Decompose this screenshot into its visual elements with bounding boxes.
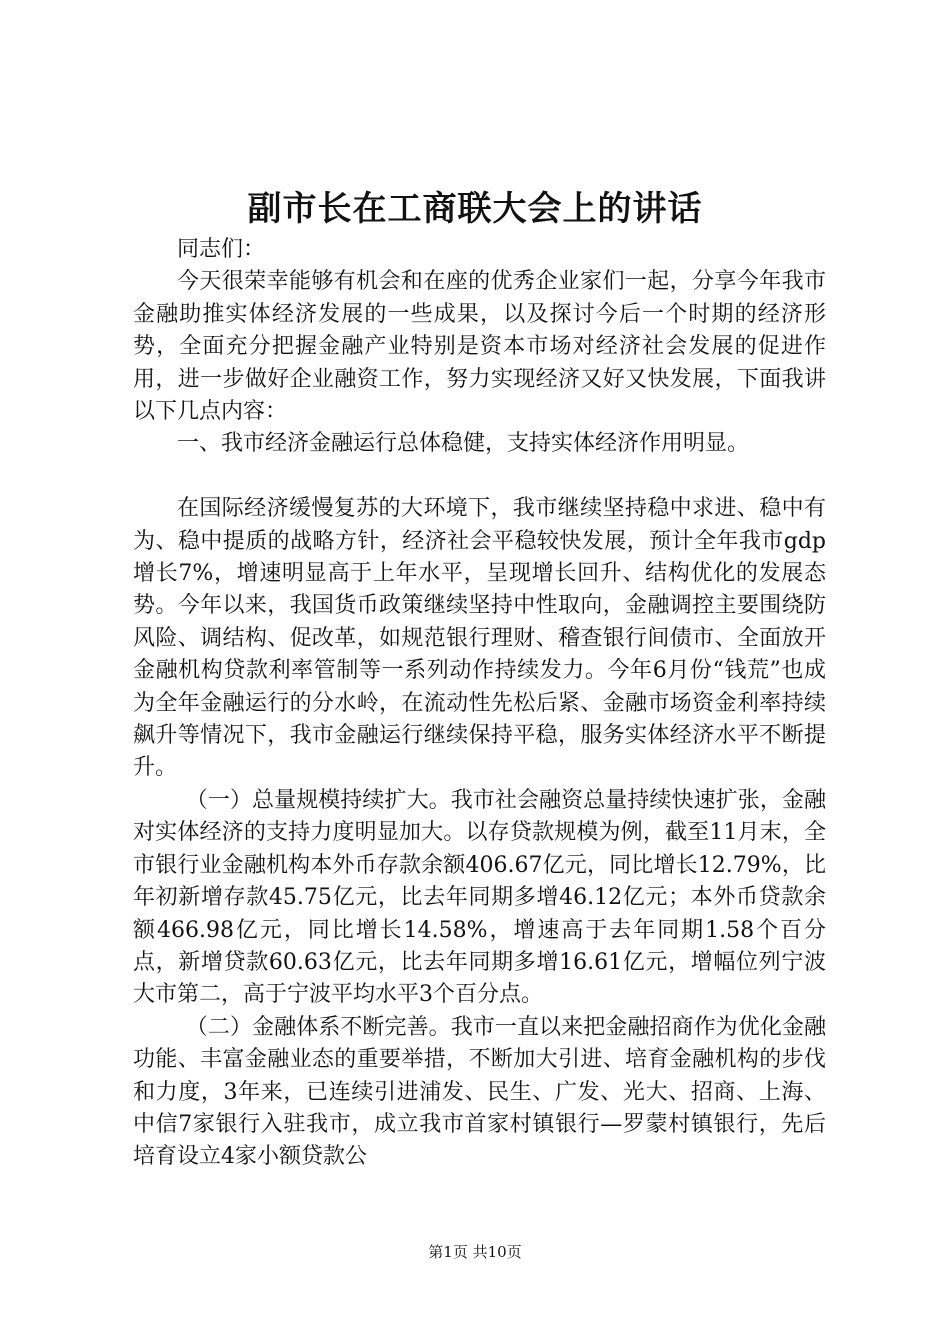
document-body (133, 234, 826, 1174)
salutation: 同志们： (177, 237, 266, 262)
section-heading-1: 一、我市经济金融运行总体稳健，支持实体经济作用明显。 (177, 431, 750, 457)
page-number-footer: 第1页 共10页 (428, 1243, 522, 1261)
paragraph-subsection-2: （二）金融体系不断完善。我市一直以来把金融招商作为优化金融功能、丰富金融业态的重要举措，不断加大引进、培育金融机构的步伐和力度，3年来，已连续引进浦发、民生、广发、光大、招商、上海、中信7家银行入驻我市，成立我市首家村镇银行—罗蒙村镇银行，先后培育设立4家小额贷款公 (133, 1014, 826, 1170)
paragraph-intro: 今天很荣幸能够有机会和在座的优秀企业家们一起，分享今年我市金融助推实体经济发展的一些成果，以及探讨今后一个时期的经济形势，全面充分把握金融产业特别是资本市场对经济社会发展的促进作用，进一步做好企业融资工作，努力实现经济又好又快发展，下面我讲以下几点内容： (133, 269, 826, 425)
paragraph-subsection-1: （一）总量规模持续扩大。我市社会融资总量持续快速扩张，金融对实体经济的支持力度明显加大。以存贷款规模为例，截至11月末，全市银行业金融机构本外币存款余额406.67亿元，同比增长12.79%，比年初新增存款45.75亿元，比去年同期多增46.12亿元；本外币贷款余额466.98亿元，同比增长14.58%，增速高于去年同期1.58个百分点，新增贷款60.63亿元，比去年同期多增16.61亿元，增幅位列宁波大市第二，高于宁波平均水平3个百分点。 (133, 787, 826, 1008)
paragraph-economy: 在国际经济缓慢复苏的大环境下，我市继续坚持稳中求进、稳中有为、稳中提质的战略方针，经济社会平稳较快发展，预计全年我市gdp增长7%，增速明显高于上年水平，呈现增长回升、结构优化的发展态势。今年以来，我国货币政策继续坚持中性取向，金融调控主要围绕防风险、调结构、促改革，如规范银行理财、稽查银行间债市、全面放开金融机构贷款利率管制等一系列动作持续发力。今年6月份“钱荒”也成为全年金融运行的分水岭，在流动性先松后紧、金融市场资金利率持续飙升等情况下，我市金融运行继续保持平稳，服务实体经济水平不断提升。 (133, 496, 826, 781)
blank-line (133, 461, 826, 493)
document-title: 副市长在工商联大会上的讲话 (247, 189, 703, 229)
